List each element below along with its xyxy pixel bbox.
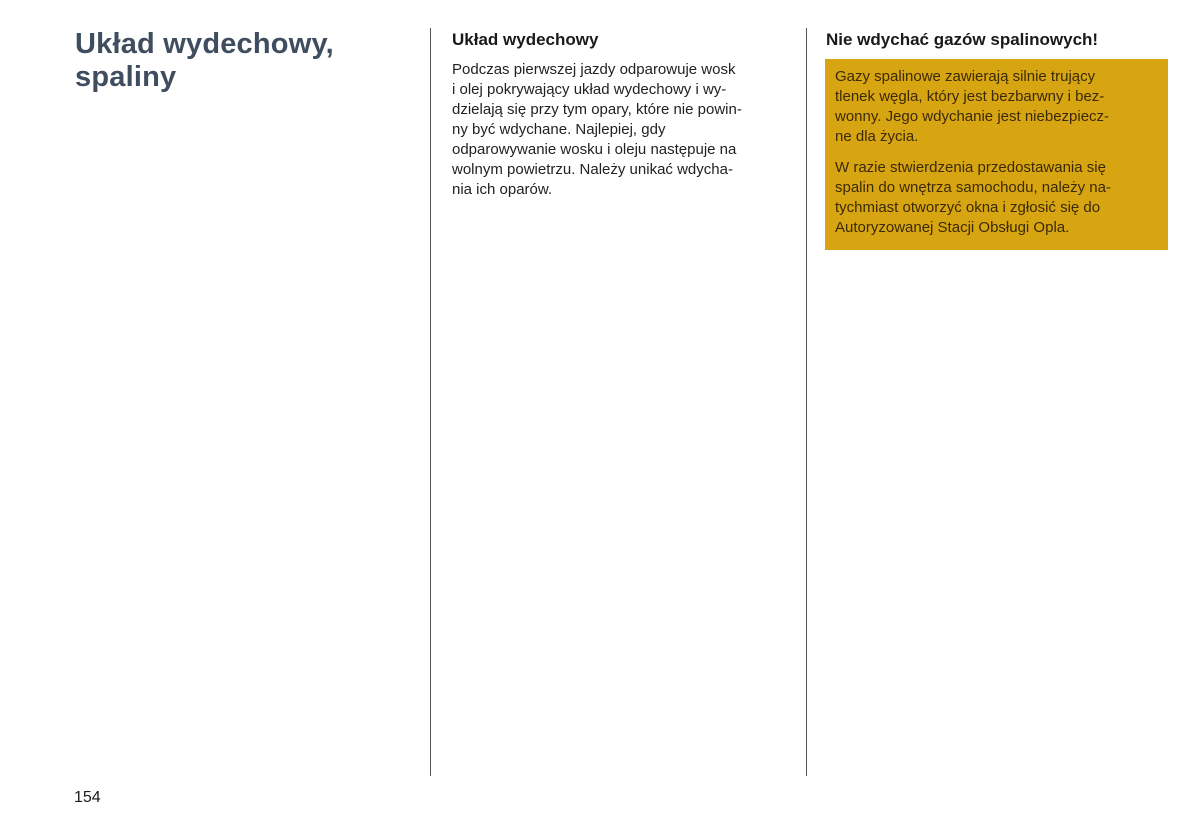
warning-line: tychmiast otworzyć okna i zgłosić się do xyxy=(835,199,1101,216)
warning-line: tlenek węgla, który jest bezbarwny i bez- xyxy=(835,88,1105,105)
body-line: ny być wdychane. Najlepiej, gdy xyxy=(452,121,666,138)
body-line: i olej pokrywający układ wydechowy i wy- xyxy=(452,81,727,98)
warning-heading: Nie wdychać gazów spalinowych! xyxy=(826,30,1099,49)
warning-line: wonny. Jego wdychanie jest niebezpiecz- xyxy=(835,108,1110,125)
chapter-title-line-1: Układ wydechowy, xyxy=(75,28,334,60)
warning-paragraph-1 xyxy=(835,67,1158,147)
column-divider-left xyxy=(430,28,431,776)
warning-line: Autoryzowanej Stacji Obsługi Opla. xyxy=(835,219,1070,236)
warning-line: ne dla życia. xyxy=(835,128,919,145)
body-line: Podczas pierwszej jazdy odparowuje wosk xyxy=(452,61,736,78)
body-line: dzielają się przy tym opary, które nie powin- xyxy=(452,101,742,118)
column-divider-right xyxy=(806,28,807,776)
body-line: odparowywanie wosku i oleju następuje na xyxy=(452,141,737,158)
warning-line: Gazy spalinowe zawierają silnie trujący xyxy=(835,68,1096,85)
chapter-title xyxy=(75,28,415,94)
warning-line: spalin do wnętrza samochodu, należy na- xyxy=(835,179,1111,196)
warning-line: W razie stwierdzenia przedostawania się xyxy=(835,159,1106,176)
warning-section xyxy=(826,30,1168,60)
body-line: nia ich oparów. xyxy=(452,181,553,198)
warning-paragraph-2 xyxy=(835,158,1158,238)
page-number: 154 xyxy=(74,789,101,806)
body-line: wolnym powietrzu. Należy unikać wdycha- xyxy=(452,161,733,178)
exhaust-system-heading: Układ wydechowy xyxy=(452,30,599,49)
chapter-title-line-2: spaliny xyxy=(75,61,177,93)
warning-box xyxy=(825,59,1168,250)
exhaust-system-section xyxy=(452,30,787,200)
exhaust-system-body xyxy=(452,60,787,200)
